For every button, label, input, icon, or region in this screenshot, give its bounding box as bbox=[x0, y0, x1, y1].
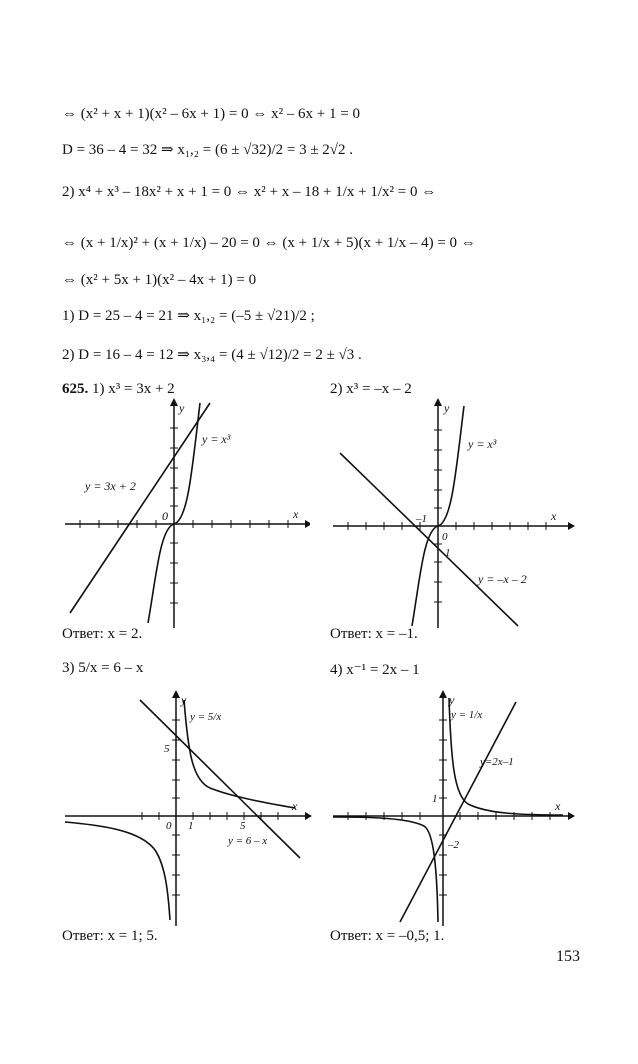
line-label: y = –x – 2 bbox=[478, 572, 527, 586]
y-axis-arrow bbox=[434, 398, 442, 406]
curve-label: y = 5/x bbox=[190, 711, 222, 723]
x-axis-label: x bbox=[293, 507, 299, 521]
equation-line-7: 2) D = 16 – 4 = 12 ⇒ x₃,₄ = (4 ± √12)/2 = 2 ± √3 . bbox=[62, 347, 362, 363]
equation-line-4: ⇔ (x + 1/x)² + (x + 1/x) – 20 = 0 ⇔ (x + 1/x + 5)(x + 1/x – 4) = 0 ⇔ bbox=[62, 235, 476, 251]
origin-label: 0 bbox=[166, 820, 172, 832]
problem-1-heading bbox=[62, 381, 175, 398]
graph-4 bbox=[328, 690, 583, 930]
line-y-3x-2 bbox=[70, 403, 210, 613]
curve-label: y = x³ bbox=[468, 437, 497, 451]
y-axis-arrow bbox=[170, 398, 178, 406]
origin-label: 0 bbox=[442, 531, 448, 543]
line-label: y = 6 – x bbox=[228, 835, 268, 847]
tick-label-1: 1 bbox=[188, 820, 194, 832]
curve-label: y = x³ bbox=[202, 432, 231, 446]
equation-line-5: ⇔ (x² + 5x + 1)(x² – 4x + 1) = 0 bbox=[62, 272, 257, 288]
graph-2 bbox=[328, 398, 578, 633]
equation-line-1: ⇔ (x² + x + 1)(x² – 6x + 1) = 0 ⇔ x² – 6x + 1 = 0 bbox=[62, 106, 360, 122]
y-axis-arrow bbox=[172, 690, 180, 698]
equation-line-2: D = 36 – 4 = 32 ⇒ x₁,₂ = (6 ± √32)/2 = 3 ± 2√2 . bbox=[62, 142, 354, 158]
tick-label-5-x: 5 bbox=[240, 820, 246, 832]
tick-label-1: 1 bbox=[432, 793, 438, 805]
problem-part-4: 4) x⁻¹ = 2x – 1 bbox=[330, 662, 420, 678]
y-axis-label: y bbox=[444, 401, 450, 415]
graph-1 bbox=[60, 398, 310, 633]
y-axis-label: y bbox=[449, 693, 455, 707]
x-axis-label: x bbox=[551, 509, 557, 523]
answer-1: Ответ: x = 2. bbox=[62, 626, 143, 642]
equation-line-6: 1) D = 25 – 4 = 21 ⇒ x₁,₂ = (–5 ± √21)/2 ; bbox=[62, 308, 315, 324]
answer-3: Ответ: x = 1; 5. bbox=[62, 928, 158, 944]
origin-label: 0 bbox=[162, 509, 168, 523]
curve-label: y = 1/x bbox=[451, 709, 483, 721]
tick-label-1: 1 bbox=[445, 547, 451, 559]
x-axis-label: x bbox=[292, 799, 298, 813]
answer-2: Ответ: x = –1. bbox=[330, 626, 418, 642]
x-axis-arrow bbox=[305, 812, 312, 820]
y-axis-label: y bbox=[181, 693, 187, 707]
y-axis-arrow bbox=[439, 690, 447, 698]
x-axis-arrow bbox=[305, 520, 310, 528]
equation-line-3: 2) x⁴ + x³ – 18x² + x + 1 = 0 ⇔ x² + x – 18 + 1/x + 1/x² = 0 ⇔ bbox=[62, 184, 437, 200]
line-label: y=2x–1 bbox=[480, 756, 514, 768]
tick-label-minus-2: –2 bbox=[448, 839, 459, 851]
problem-part-1: 1) x³ = 3x + 2 bbox=[92, 381, 175, 397]
problem-part-2: 2) x³ = –x – 2 bbox=[330, 381, 412, 397]
page-number: 153 bbox=[556, 948, 580, 965]
curve-y-5-over-x-left bbox=[65, 822, 170, 920]
graph-3 bbox=[60, 690, 315, 930]
problem-part-3: 3) 5/x = 6 – x bbox=[62, 660, 144, 676]
answer-4: Ответ: x = –0,5; 1. bbox=[330, 928, 445, 944]
tick-label-5-y: 5 bbox=[164, 743, 170, 755]
y-axis-label: y bbox=[179, 401, 185, 415]
line-y-minus-x-2 bbox=[340, 453, 518, 626]
tick-label-minus-1: –1 bbox=[416, 513, 427, 525]
x-axis-arrow bbox=[568, 522, 575, 530]
x-axis-arrow bbox=[568, 812, 575, 820]
line-y-6-minus-x bbox=[140, 700, 300, 858]
problem-number: 625. bbox=[62, 381, 89, 397]
line-label: y = 3x + 2 bbox=[85, 479, 136, 493]
curve-y-1-over-x-left bbox=[333, 817, 438, 922]
x-axis-label: x bbox=[555, 799, 561, 813]
